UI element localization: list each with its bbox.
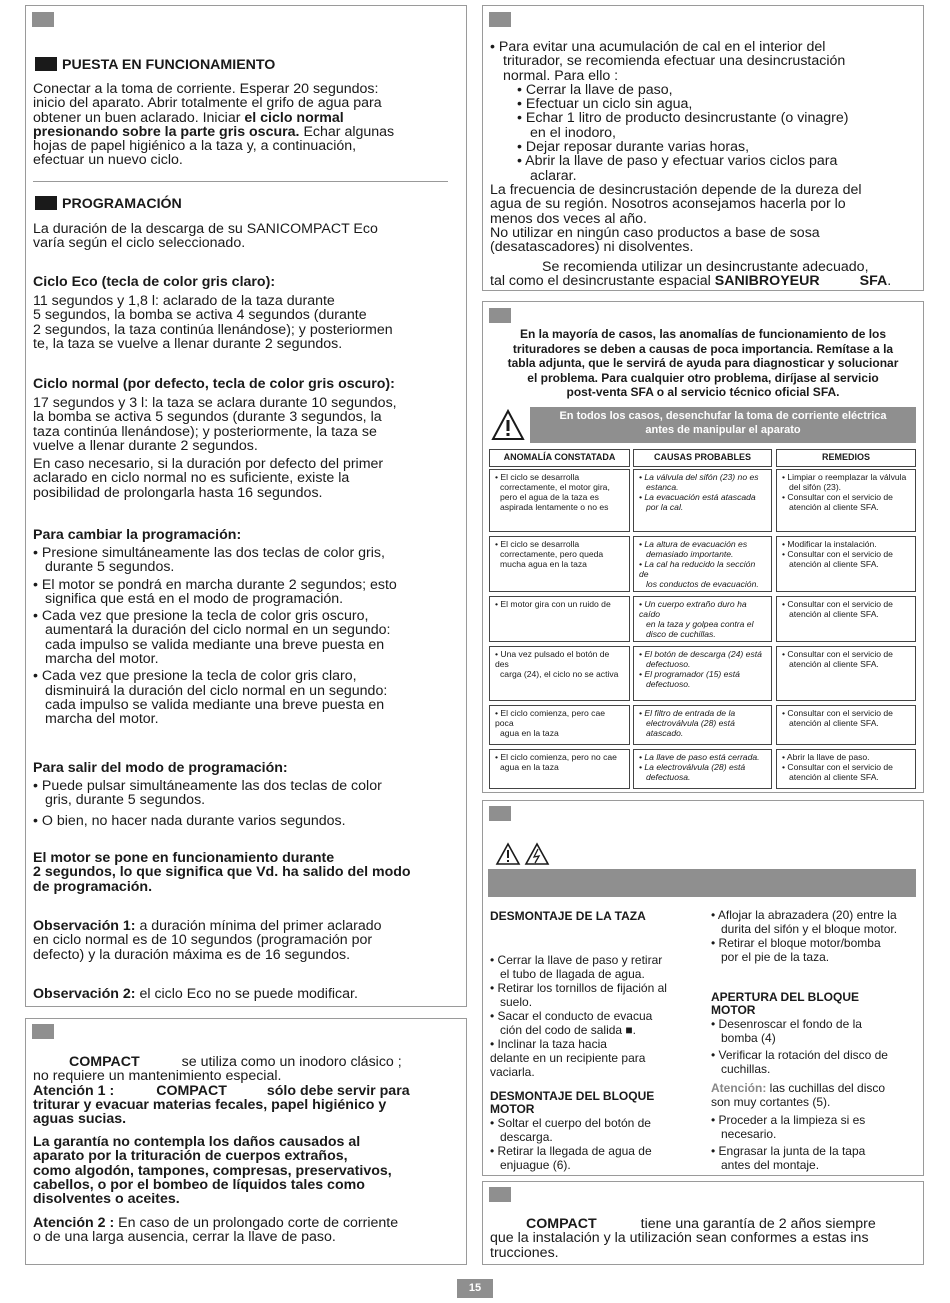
- table-cell-anomalia: • El ciclo comienza, pero no cae agua en la taza: [489, 749, 630, 789]
- table-cell-remedio: • Abrir la llave de paso. • Consultar con el servicio de atención al cliente SFA.: [776, 749, 916, 789]
- list-item: • Efectuar un ciclo sin agua,: [517, 96, 693, 113]
- programacion-intro: La duración de la descarga de su SANICOMPACT Eco varía según el ciclo seleccionado.: [33, 221, 378, 252]
- observacion-1: Observación 1: a duración mínima del primer aclarado en ciclo normal es de 10 segundos (programación por defecto) y la duración máxima es de 16 segundos.: [33, 918, 382, 963]
- heading-marker: [35, 196, 57, 210]
- list-item: • Dejar reposar durante varias horas,: [517, 139, 750, 156]
- list-item: • Cada vez que presione la tecla de color gris oscuro, aumentará la duración del ciclo normal en un segundo: cada impulso se valida mediante una breve puesta en marcha del motor.: [33, 608, 391, 668]
- list-item: • Cada vez que presione la tecla de color gris claro, disminuirá la duración del ciclo normal en un segundo: cada impulso se valida mediante una breve puesta en marcha del motor.: [33, 668, 388, 728]
- cambiar-list: [33, 546, 458, 727]
- table-cell-anomalia: • El ciclo se desarrolla correctamente, el motor gira, pero el agua de la taza es aspirada lentamente o no es: [489, 469, 630, 532]
- section-marker: [489, 1187, 511, 1202]
- programacion-title: PROGRAMACIÓN: [62, 196, 182, 212]
- atencion-2: Atención 2 : En caso de un prolongado corte de corriente o de una larga ausencia, cerrar la llave de paso.: [33, 1215, 399, 1246]
- list-item: • Proceder a la limpieza si es necesario.: [711, 1113, 866, 1141]
- normal-title: Ciclo normal (por defecto, tecla de color gris oscuro):: [33, 376, 395, 392]
- list-item: • Echar 1 litro de producto desincrustante (o vinagre): [517, 110, 849, 127]
- table-header-remedios: REMEDIOS: [776, 449, 916, 467]
- normal-text: 17 segundos y 3 l: la taza se aclara durante 10 segundos, la bomba se activa 5 segundos (durante 3 segundos, la taza continúa llenándose); y posteriormente, la taza se vuelve a llenar durante 2 segundos. En caso necesario, si la duración por defecto del primer aclarado en ciclo normal no es suficiente, existe la posibilidad de prolongarla hasta 16 segundos.: [33, 395, 397, 501]
- list-item: • El motor se pondrá en marcha durante 2 segundos; esto significa que está en el modo de programación.: [33, 576, 397, 607]
- list-item: • Retirar el bloque motor/bomba por el pie de la taza.: [711, 936, 881, 964]
- table-cell-causa: • El filtro de entrada de la electroválvula (28) está atascado.: [633, 705, 772, 745]
- table-cell-remedio: • Consultar con el servicio de atención al cliente SFA.: [776, 705, 916, 745]
- table-cell-causa: • La altura de evacuación es demasiado importante. • La cal ha reducido la sección de los conductos de evacuación.: [633, 536, 772, 592]
- list-item: • Inclinar la taza hacia delante en un recipiente para vaciarla.: [490, 1037, 646, 1079]
- list-item: • Soltar el cuerpo del botón de descarga.: [490, 1116, 651, 1144]
- list-item: • Aflojar la abrazadera (20) entre la durita del sifón y el bloque motor.: [711, 908, 898, 936]
- table-cell-anomalia: • El motor gira con un ruido de: [489, 596, 630, 642]
- disassembly-banner: [488, 869, 916, 897]
- puesta-text: Conectar a la toma de corriente. Esperar 20 segundos: inicio del aparato. Abrir totalmente el grifo de agua para obtener un buen aclarado. Iniciar el ciclo normal presionando sobre la parte gris oscura. Echar algunas hojas de papel higiénico a la taza y, a continuación, efectuar un nuevo ciclo.: [33, 81, 395, 169]
- table-cell-anomalia: • El ciclo comienza, pero cae poca agua en la taza: [489, 705, 630, 745]
- table-cell-causa: • Un cuerpo extraño duro ha caído en la taza y golpea contra el disco de cuchillas.: [633, 596, 772, 642]
- descal-recommendation: Se recomienda utilizar un desincrustante adecuado, tal como el desincrustante espacial SANIBROYEUR SFA.: [490, 259, 892, 290]
- motor-note: El motor se pone en funcionamiento durante 2 segundos, lo que significa que Vd. ha salido del modo de programación.: [33, 850, 411, 895]
- table-cell-remedio: • Limpiar o reemplazar la válvula del sifón (23). • Consultar con el servicio de atención al cliente SFA.: [776, 469, 916, 532]
- desmontaje-motor-list: [490, 1116, 652, 1172]
- table-cell-remedio: • Consultar con el servicio de atención al cliente SFA.: [776, 646, 916, 701]
- garantia-text: COMPACT tiene una garantía de 2 años siempre que la instalación y la utilización sean conformes a estas ins trucciones.: [490, 1216, 876, 1261]
- section-marker: [489, 806, 511, 821]
- table-cell-remedio: • Modificar la instalación. • Consultar con el servicio de atención al cliente SFA.: [776, 536, 916, 592]
- warning-icon: [495, 842, 521, 866]
- section-marker: [32, 12, 54, 27]
- list-item: • Retirar los tornillos de fijación al suelo.: [490, 981, 667, 1009]
- table-cell-remedio: • Consultar con el servicio de atención al cliente SFA.: [776, 596, 916, 642]
- desmontaje-taza-list: [490, 953, 702, 1079]
- electric-hazard-icon: [524, 842, 550, 866]
- divider: [33, 181, 448, 182]
- list-item: • Sacar el conducto de evacua ción del codo de salida ■.: [490, 1009, 653, 1037]
- observacion-2: Observación 2: el ciclo Eco no se puede modificar.: [33, 986, 358, 1002]
- table-cell-anomalia: • El ciclo se desarrolla correctamente, pero queda mucha agua en la taza: [489, 536, 630, 592]
- uso-text: COMPACT se utiliza como un inodoro clásico ; no requiere un mantenimiento especial. Atención 1 : COMPACT sólo debe servir para triturar y evacuar materias fecales, papel higiénico y aguas sucias.: [33, 1054, 410, 1128]
- table-header-anomalia: ANOMALÍA CONSTATADA: [489, 449, 630, 467]
- descal-text: • Para evitar una acumulación de cal en el interior del triturador, se recomienda efectuar una desincrustación normal. Para ello : • Cerrar la llave de paso, • Efectuar un ciclo sin agua, • Echar 1 litro de producto desincrustante (o vinagre) en el inodoro, • Dejar reposar durante varias horas, • Abrir la llave de paso y efectuar varios ciclos para aclarar. La frecuencia de desincrustación depende de la dureza del agua de su región. Nosotros aconsejamos hacerla por lo menos dos veces al año. No utilizar en ningún caso productos a base de sosa (desatascadores) ni disolventes.: [490, 40, 920, 254]
- eco-title: Ciclo Eco (tecla de color gris claro):: [33, 274, 276, 290]
- desmontaje-motor-title: DESMONTAJE DEL BLOQUE MOTOR: [490, 1089, 655, 1116]
- list-item: • Verificar la rotación del disco de cuchillas.: [711, 1048, 888, 1076]
- puesta-title: PUESTA EN FUNCIONAMIENTO: [62, 57, 276, 73]
- list-item: • Puede pulsar simultáneamente las dos teclas de color gris, durante 5 segundos.: [33, 778, 382, 809]
- salir-list: [33, 779, 382, 828]
- warning-banner: En todos los casos, desenchufar la toma de corriente eléctrica antes de manipular el aparato: [530, 407, 916, 443]
- list-item: • O bien, no hacer nada durante varios segundos.: [33, 812, 346, 829]
- list-item: • Engrasar la junta de la tapa antes del montaje.: [711, 1144, 866, 1172]
- garantia-warning: La garantía no contempla los daños causados al aparato por la trituración de cuerpos extraños, como algodón, tampones, compresas, preservativos, cabellos, o por el bombeo de líquidos tales como disolventes o aceites.: [33, 1134, 392, 1208]
- apertura-title: APERTURA DEL BLOQUE MOTOR: [711, 990, 860, 1017]
- salir-title: Para salir del modo de programación:: [33, 760, 288, 776]
- list-item: • Cerrar la llave de paso,: [517, 81, 673, 98]
- cambiar-title: Para cambiar la programación:: [33, 527, 242, 543]
- heading-marker: [35, 57, 57, 71]
- apertura-list: [711, 1017, 888, 1076]
- section-marker: [32, 1024, 54, 1039]
- list-item: • Presione simultáneamente las dos teclas de color gris, durante 5 segundos.: [33, 545, 385, 576]
- apertura-final-list: [711, 1113, 865, 1172]
- list-item: • Abrir la llave de paso y efectuar varios ciclos para: [517, 153, 838, 170]
- page-number: 15: [457, 1279, 493, 1298]
- list-item: • Desenroscar el fondo de la bomba (4): [711, 1017, 862, 1045]
- eco-text: 11 segundos y 1,8 l: aclarado de la taza durante 5 segundos, la bomba se activa 4 segundos (durante 2 segundos, la taza continúa llenándose); y posteriormen te, la taza se vuelve a llenar durante 2 segundos.: [33, 293, 393, 352]
- section-marker: [489, 12, 511, 27]
- desmontaje-taza-title: DESMONTAJE DE LA TAZA: [490, 909, 646, 923]
- list-item: • Cerrar la llave de paso y retirar el tubo de llagada de agua.: [490, 953, 663, 981]
- table-cell-anomalia: • Una vez pulsado el botón de des carga (24), el ciclo no se activa: [489, 646, 630, 701]
- table-cell-causa: • La llave de paso está cerrada. • La electroválvula (28) está defectuosa.: [633, 749, 772, 789]
- warning-icon: [491, 409, 525, 441]
- table-header-causas: CAUSAS PROBABLES: [633, 449, 772, 467]
- apertura-atencion: Atención: las cuchillas del disco son muy cortantes (5).: [711, 1081, 886, 1109]
- table-cell-causa: • La válvula del sifón (23) no es estanca. • La evacuación está atascada por la cal.: [633, 469, 772, 532]
- table-cell-causa: • El botón de descarga (24) está defectuoso. • El programador (15) está defectuoso.: [633, 646, 772, 701]
- list-item: • Retirar la llegada de agua de enjuague (6).: [490, 1144, 652, 1172]
- section-marker: [489, 308, 511, 323]
- desmontaje-right-list: [711, 908, 897, 964]
- anomalias-intro: En la mayoría de casos, las anomalías de funcionamiento de los trituradores se deben a causas de poca importancia. Remítase a la tabla adjunta, que le servirá de ayuda para diagnosticar y solucionar el problema. Para cualquier otro problema, diríjase al servicio post-venta SFA o al servicio técnico oficial SFA.: [507, 327, 899, 400]
